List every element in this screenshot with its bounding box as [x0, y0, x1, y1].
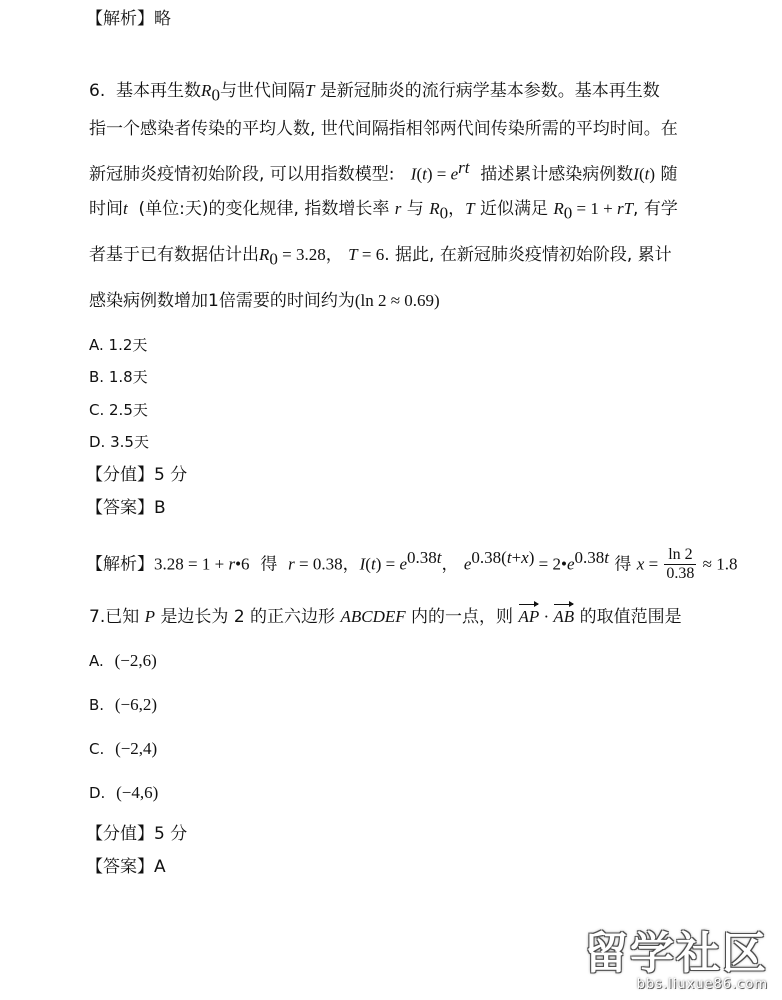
q6-line-5: 者基于已有数据估计出$R_0 = 3.28$， T = 6. 据此, 在新冠肺炎疫情初始阶段, 累计 — [89, 245, 672, 269]
q6-option-a: A. 1.2天 — [89, 336, 148, 354]
q7-option-d: D. (−4,6) — [89, 783, 159, 802]
watermark-url: bbs.liuxue86.com — [636, 977, 768, 992]
watermark-logo — [584, 917, 768, 992]
q6-option-c: C. 2.5天 — [89, 401, 148, 419]
q6-line-2: 指一个感染者传染的平均人数, 世代间隔指相邻两代间传染所需的平均时间。在 — [89, 119, 678, 139]
watermark-title: 留学社区 — [584, 928, 768, 979]
q6-line-1: 6. 基本再生数$R_0$与世代间隔T 是新冠肺炎的流行病学基本参数。基本再生数 — [89, 81, 660, 105]
q6-option-d: D. 3.5天 — [89, 433, 149, 451]
q6-line-4: 时间t (单位:天)的变化规律, 指数增长率 r 与 $R_0$，T 近似满足 $R_0 = 1$ + rT, 有学 — [89, 199, 678, 223]
q6-solution: 【解析】3.28 = 1 + r•6 得 r = 0.38，$I(t) = e^{0.38t}$， $e^{0.38(t+x)}$ = $2•e^{0.38t}$ 得 x = $\frac{\ln 2}{0.38}$ ≈ 1.8 — [86, 546, 738, 583]
prev-solution-line: 【解析】略 — [86, 9, 171, 29]
q7-score: 【分值】5 分 — [86, 824, 188, 844]
q7-option-a: A. (−2,6) — [89, 651, 157, 670]
q6-answer: 【答案】B — [86, 498, 166, 518]
q6-option-b: B. 1.8天 — [89, 368, 148, 386]
q6-score: 【分值】5 分 — [86, 465, 188, 485]
q7-stem: 7.已知 P 是边长为 2 的正六边形 ABCDEF 内的一点，则 AP · AB 的取值范围是 — [89, 607, 682, 627]
q7-answer: 【答案】A — [86, 857, 166, 877]
q7-option-c: C. (−2,4) — [89, 739, 158, 758]
q7-option-b: B. (−6,2) — [89, 695, 158, 714]
q6-line-6: 感染病例数增加1倍需要的时间约为(ln 2 ≈ 0.69) — [89, 291, 440, 311]
q6-line-3: 新冠肺炎疫情初始阶段, 可以用指数模型: $I(t) = e^{rt}$ 描述累计感染病例数I(t) 随 — [89, 158, 678, 185]
